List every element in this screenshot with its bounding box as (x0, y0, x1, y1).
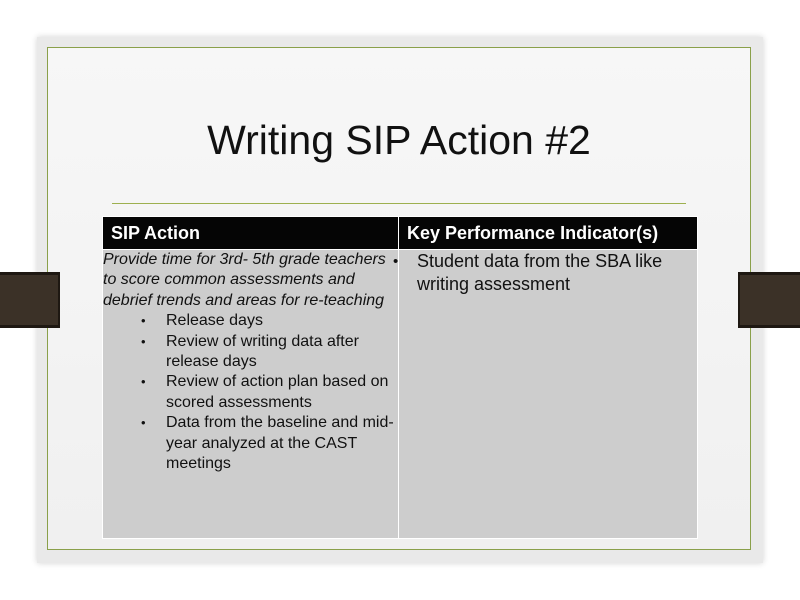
list-item (103, 413, 398, 474)
bullet-icon: • (393, 253, 399, 270)
table-header-row (103, 217, 698, 250)
slide-title: Writing SIP Action #2 (207, 117, 591, 163)
sip-table (102, 216, 698, 539)
bullet-icon: • (141, 374, 146, 390)
title-divider (112, 203, 686, 204)
list-item (103, 311, 398, 331)
list-item (103, 372, 398, 413)
kpi-item-text: Student data from the SBA like writing assessment (417, 251, 663, 294)
list-item-text: Review of writing data after release days (166, 332, 359, 371)
sip-action-bullets (103, 311, 398, 474)
list-item-text: Review of action plan based on scored assessments (166, 373, 389, 411)
header-key-performance-indicators: Key Performance Indicator(s) (399, 217, 698, 250)
list-item (393, 250, 697, 296)
bullet-icon: • (141, 313, 146, 329)
left-side-tab (0, 272, 60, 328)
table-row (103, 250, 698, 539)
header-sip-action: SIP Action (103, 217, 399, 250)
right-side-tab (738, 272, 800, 328)
list-item (103, 332, 398, 373)
kpi-cell (393, 250, 698, 539)
sip-action-cell (103, 250, 399, 539)
bullet-icon: • (141, 333, 146, 349)
list-item-text: Release days (166, 312, 263, 330)
list-item-text: Data from the baseline and mid-year analyzed at the CAST meetings (166, 414, 394, 473)
bullet-icon: • (141, 415, 146, 431)
sip-action-intro: Provide time for 3rd- 5th grade teachers to score common assessments and debrief trends and areas for re-teaching (103, 251, 386, 309)
